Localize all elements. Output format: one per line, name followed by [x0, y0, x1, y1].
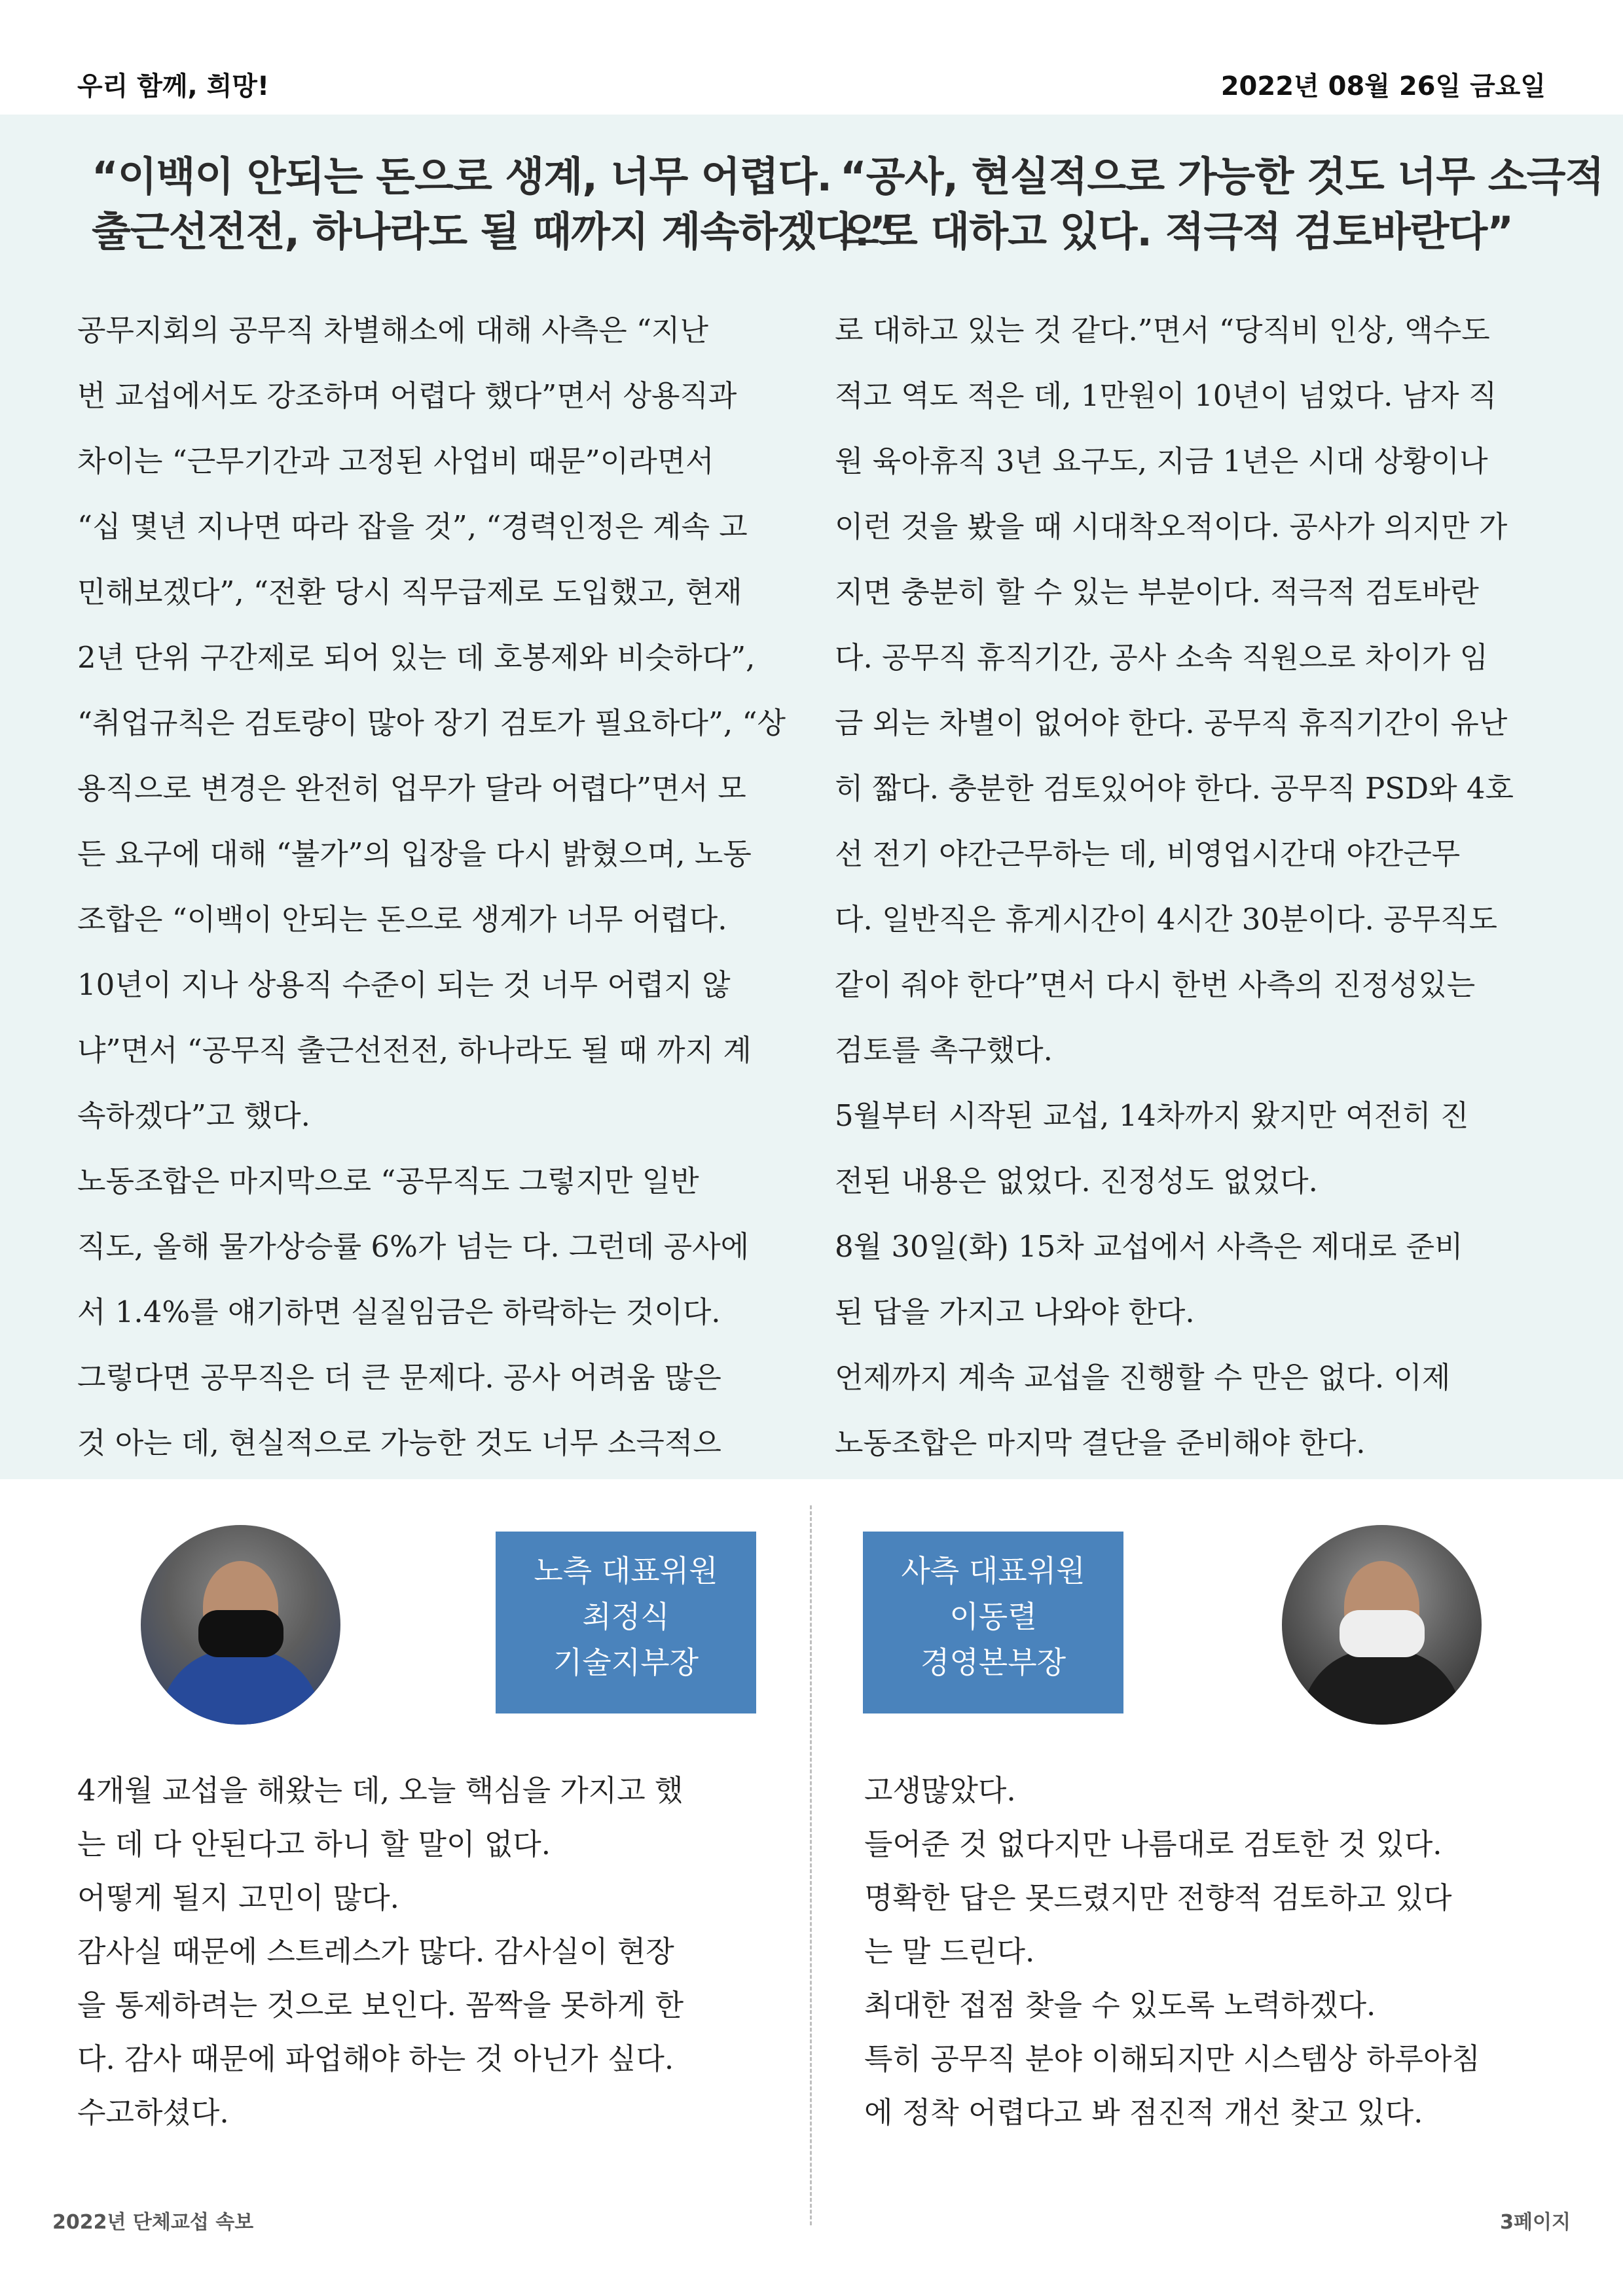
text-line: 차이는 “근무기간과 고정된 사업비 때문”이라면서 [77, 444, 714, 478]
text-line: 최대한 접점 찾을 수 있도록 노력하겠다. [864, 1988, 1376, 2022]
text-line: 다. 공무직 휴직기간, 공사 소속 직원으로 차이가 임 [835, 640, 1489, 675]
management-rep-title: 경영본부장 [920, 1645, 1067, 1680]
labor-rep-label [496, 1532, 756, 1713]
text-line: 감사실 때문에 스트레스가 많다. 감사실이 현장 [77, 1934, 674, 1969]
text-line: 금 외는 차별이 없어야 한다. 공무직 휴직기간이 유난 [835, 706, 1508, 740]
headline-line: 으로 대하고 있다. 적극적 검토바란다” [840, 207, 1514, 255]
text-line: 들어준 것 없다지만 나름대로 검토한 것 있다. [864, 1827, 1442, 1861]
text-line: 검토를 촉구했다. [835, 1033, 1053, 1067]
text-line: “취업규칙은 검토량이 많아 장기 검토가 필요하다”, “상 [77, 706, 786, 740]
text-line: 고생많았다. [864, 1773, 1016, 1808]
header-slogan: 우리 함께, 희망! [77, 71, 270, 101]
headline-right [840, 149, 1604, 259]
text-line: 민해보겠다”, “전환 당시 직무급제로 도입했고, 현재 [77, 575, 742, 609]
text-line: 속하겠다”고 했다. [77, 1098, 310, 1133]
management-rep-mask [1340, 1610, 1425, 1657]
text-line: 명확한 답은 못드렸지만 전향적 검토하고 있다 [864, 1880, 1452, 1915]
text-line: 다. 감사 때문에 파업해야 하는 것 아닌가 싶다. [77, 2041, 674, 2076]
text-line: 2년 단위 구간제로 되어 있는 데 호봉제와 비슷하다”, [77, 640, 756, 675]
footer-publication: 2022년 단체교섭 속보 [52, 2211, 254, 2234]
labor-rep-name: 최정식 [582, 1599, 670, 1634]
text-line: 10년이 지나 상용직 수준이 되는 것 너무 어렵지 않 [77, 967, 731, 1002]
text-line: 같이 줘야 한다”면서 다시 한번 사측의 진정성있는 [835, 967, 1476, 1002]
text-line: “십 몇년 지나면 따라 잡을 것”, “경력인정은 계속 고 [77, 509, 748, 544]
labor-rep-role: 노측 대표위원 [534, 1553, 718, 1588]
labor-rep-title: 기술지부장 [553, 1645, 699, 1680]
column-divider [810, 1505, 812, 2225]
management-rep-torso [1302, 1649, 1462, 1725]
text-line: 언제까지 계속 교섭을 진행할 수 만은 없다. 이제 [835, 1360, 1451, 1395]
text-line: 5월부터 시작된 교섭, 14차까지 왔지만 여전히 진 [835, 1098, 1469, 1133]
management-rep-quote [864, 1764, 1558, 2140]
text-line: 는 말 드린다. [864, 1934, 1035, 1969]
text-line: 지면 충분히 할 수 있는 부분이다. 적극적 검토바란 [835, 575, 1479, 609]
text-line: 적고 역도 적은 데, 1만원이 10년이 넘었다. 남자 직 [835, 378, 1497, 413]
text-line: 냐”면서 “공무직 출근선전전, 하나라도 될 때 까지 계 [77, 1033, 752, 1067]
management-rep-name: 이동렬 [949, 1599, 1037, 1634]
text-line: 수고하셨다. [77, 2095, 229, 2130]
text-line: 8월 30일(화) 15차 교섭에서 사측은 제대로 준비 [835, 1229, 1463, 1264]
management-rep-photo [1282, 1525, 1482, 1725]
text-line: 공무지회의 공무직 차별해소에 대해 사측은 “지난 [77, 313, 708, 348]
text-line: 노동조합은 마지막으로 “공무직도 그렇지만 일반 [77, 1164, 699, 1198]
text-line: 전된 내용은 없었다. 진정성도 없었다. [835, 1164, 1318, 1198]
labor-rep-torso [160, 1649, 321, 1725]
header-date: 2022년 08월 26일 금요일 [1220, 71, 1546, 101]
footer-page-number: 3페이지 [1500, 2211, 1571, 2234]
text-line: 는 데 다 안된다고 하니 할 말이 없다. [77, 1827, 551, 1861]
text-line: 그렇다면 공무직은 더 큰 문제다. 공사 어려움 많은 [77, 1360, 721, 1395]
text-line: 용직으로 변경은 완전히 업무가 달라 어렵다”면서 모 [77, 771, 746, 806]
text-line: 노동조합은 마지막 결단을 준비해야 한다. [835, 1426, 1366, 1460]
text-line: 어떻게 될지 고민이 많다. [77, 1880, 399, 1915]
headline-line: “이백이 안되는 돈으로 생계, 너무 어렵다. [92, 152, 832, 200]
labor-rep-mask [198, 1610, 283, 1657]
article-column-left [77, 298, 788, 1476]
text-line: 에 정착 어렵다고 봐 점진적 개선 찾고 있다. [864, 2095, 1423, 2130]
text-line: 조합은 “이백이 안되는 돈으로 생계가 너무 어렵다. [77, 902, 727, 937]
text-line: 서 1.4%를 얘기하면 실질임금은 하락하는 것이다. [77, 1295, 721, 1329]
headline-left [92, 149, 896, 259]
text-line: 4개월 교섭을 해왔는 데, 오늘 핵심을 가지고 했 [77, 1773, 684, 1808]
text-line: 을 통제하려는 것으로 보인다. 꼼짝을 못하게 한 [77, 1988, 684, 2022]
text-line: 로 대하고 있는 것 같다.”면서 “당직비 인상, 액수도 [835, 313, 1490, 348]
headline-line: “공사, 현실적으로 가능한 것도 너무 소극적 [840, 152, 1604, 200]
labor-rep-quote [77, 1764, 771, 2140]
headline-line: 출근선전전, 하나라도 될 때까지 계속하겠다.” [92, 207, 896, 255]
article-column-right [835, 298, 1565, 1476]
text-line: 히 짧다. 충분한 검토있어야 한다. 공무직 PSD와 4호 [835, 771, 1514, 806]
text-line: 원 육아휴직 3년 요구도, 지금 1년은 시대 상황이나 [835, 444, 1488, 478]
text-line: 것 아는 데, 현실적으로 가능한 것도 너무 소극적으 [77, 1426, 721, 1460]
text-line: 든 요구에 대해 “불가”의 입장을 다시 밝혔으며, 노동 [77, 836, 752, 871]
text-line: 다. 일반직은 휴게시간이 4시간 30분이다. 공무직도 [835, 902, 1497, 937]
text-line: 이런 것을 봤을 때 시대착오적이다. 공사가 의지만 가 [835, 509, 1508, 544]
text-line: 된 답을 가지고 나와야 한다. [835, 1295, 1195, 1329]
text-line: 번 교섭에서도 강조하며 어렵다 했다”면서 상용직과 [77, 378, 737, 413]
management-rep-label [863, 1532, 1123, 1713]
text-line: 선 전기 야간근무하는 데, 비영업시간대 야간근무 [835, 836, 1461, 871]
management-rep-role: 사측 대표위원 [901, 1553, 1085, 1588]
text-line: 특히 공무직 분야 이해되지만 시스템상 하루아침 [864, 2041, 1480, 2076]
text-line: 직도, 올해 물가상승률 6%가 넘는 다. 그런데 공사에 [77, 1229, 750, 1264]
labor-rep-photo [141, 1525, 340, 1725]
